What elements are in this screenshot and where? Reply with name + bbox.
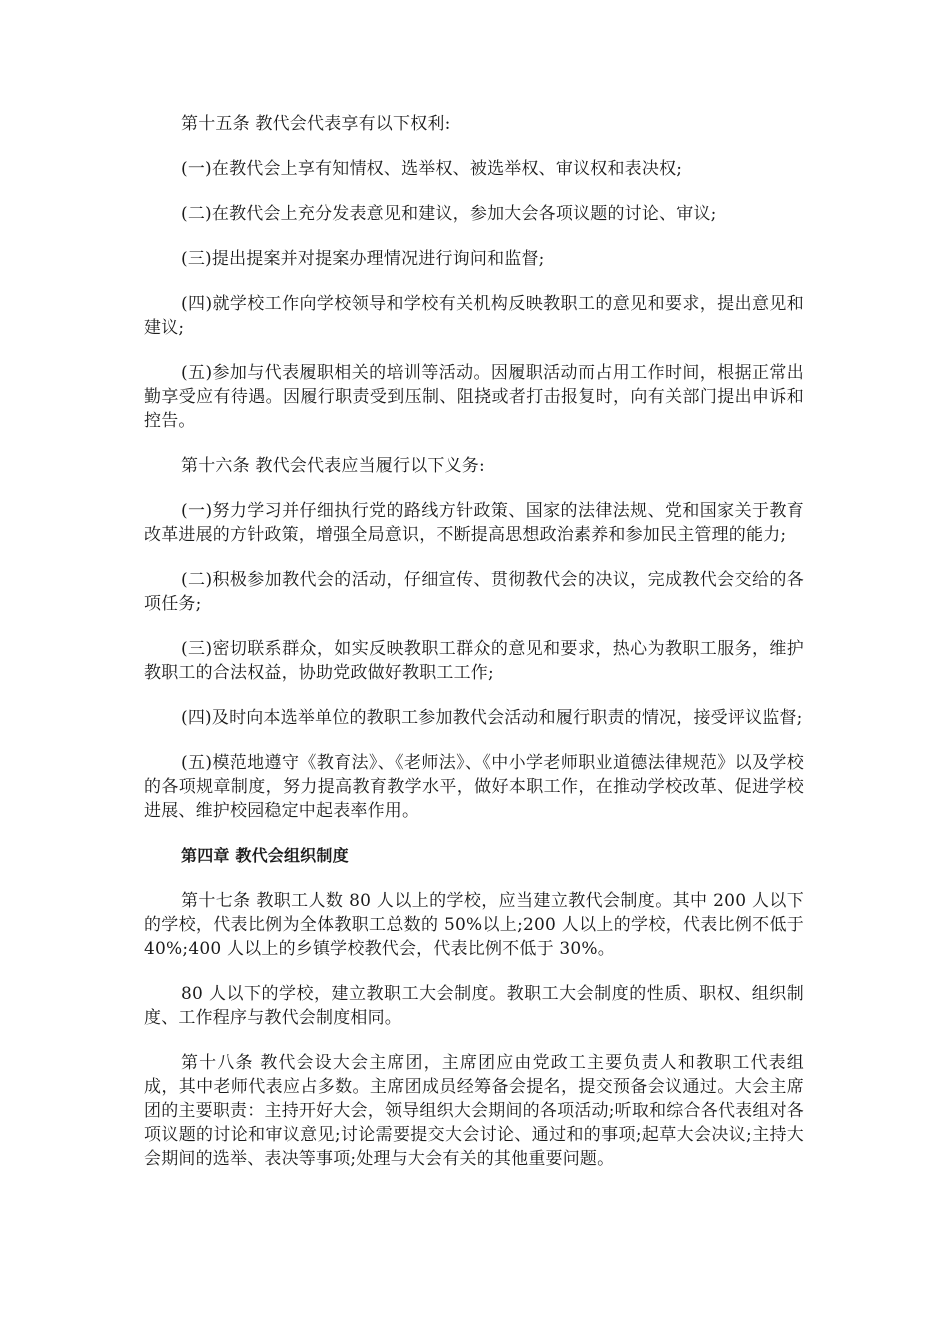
- article-15-item-2: (二)在教代会上充分发表意见和建议，参加大会各项议题的讨论、审议;: [181, 204, 717, 224]
- article-18: 第十八条 教代会设大会主席团，主席团应由党政工主要负责人和教职工代表组成，其中老师代表应占多数。主席团成员经筹备会提名，提交预备会议通过。大会主席团的主要职责：主持开好大会，领导组织大会期间的各项活动;听取和综合各代表组对各项议题的讨论和审议意见;讨论需要提交大会讨论、通过和的事项;起草大会决议;主持大会期间的选举、表决等事项;处理与大会有关的其他重要问题。: [144, 1053, 804, 1169]
- document-page: [144, 112, 804, 1192]
- article-15-title: 第十五条 教代会代表享有以下权利:: [181, 114, 451, 134]
- article-15-item-5: (五)参加与代表履职相关的培训等活动。因履职活动而占用工作时间，根据正常出勤享受应有待遇。因履行职责受到压制、阻挠或者打击报复时，向有关部门提出申诉和控告。: [144, 363, 804, 431]
- chapter-4-heading: 第四章 教代会组织制度: [181, 846, 349, 865]
- article-16-item-1: (一)努力学习并仔细执行党的路线方针政策、国家的法律法规、党和国家关于教育改革进展的方针政策，增强全局意识，不断提高思想政治素养和参加民主管理的能力;: [144, 501, 804, 545]
- article-15-item-1: (一)在教代会上享有知情权、选举权、被选举权、审议权和表决权;: [181, 159, 683, 179]
- article-16-title: 第十六条 教代会代表应当履行以下义务:: [181, 456, 485, 476]
- article-15-item-3: (三)提出提案并对提案办理情况进行询问和监督;: [181, 249, 545, 269]
- article-15-item-4: (四)就学校工作向学校领导和学校有关机构反映教职工的意见和要求，提出意见和建议;: [144, 294, 804, 338]
- article-17: 第十七条 教职工人数 80 人以上的学校，应当建立教代会制度。其中 200 人以下的学校，代表比例为全体教职工总数的 50%以上;200 人以上的学校，代表比例不低于 40%;400 人以上的乡镇学校教代会，代表比例不低于 30%。: [144, 891, 804, 959]
- article-16-item-3: (三)密切联系群众，如实反映教职工群众的意见和要求，热心为教职工服务，维护教职工的合法权益，协助党政做好教职工工作;: [144, 639, 804, 683]
- article-16-item-5: (五)模范地遵守《教育法》、《老师法》、《中小学老师职业道德法律规范》以及学校的各项规章制度，努力提高教育教学水平，做好本职工作，在推动学校改革、促进学校进展、维护校园稳定中起表率作用。: [144, 753, 804, 821]
- article-17-staff-assembly: 80 人以下的学校，建立教职工大会制度。教职工大会制度的性质、职权、组织制度、工作程序与教代会制度相同。: [144, 984, 804, 1028]
- article-16-item-4: (四)及时向本选举单位的教职工参加教代会活动和履行职责的情况，接受评议监督;: [181, 708, 803, 728]
- article-16-item-2: (二)积极参加教代会的活动，仔细宣传、贯彻教代会的决议，完成教代会交给的各项任务;: [144, 570, 804, 614]
